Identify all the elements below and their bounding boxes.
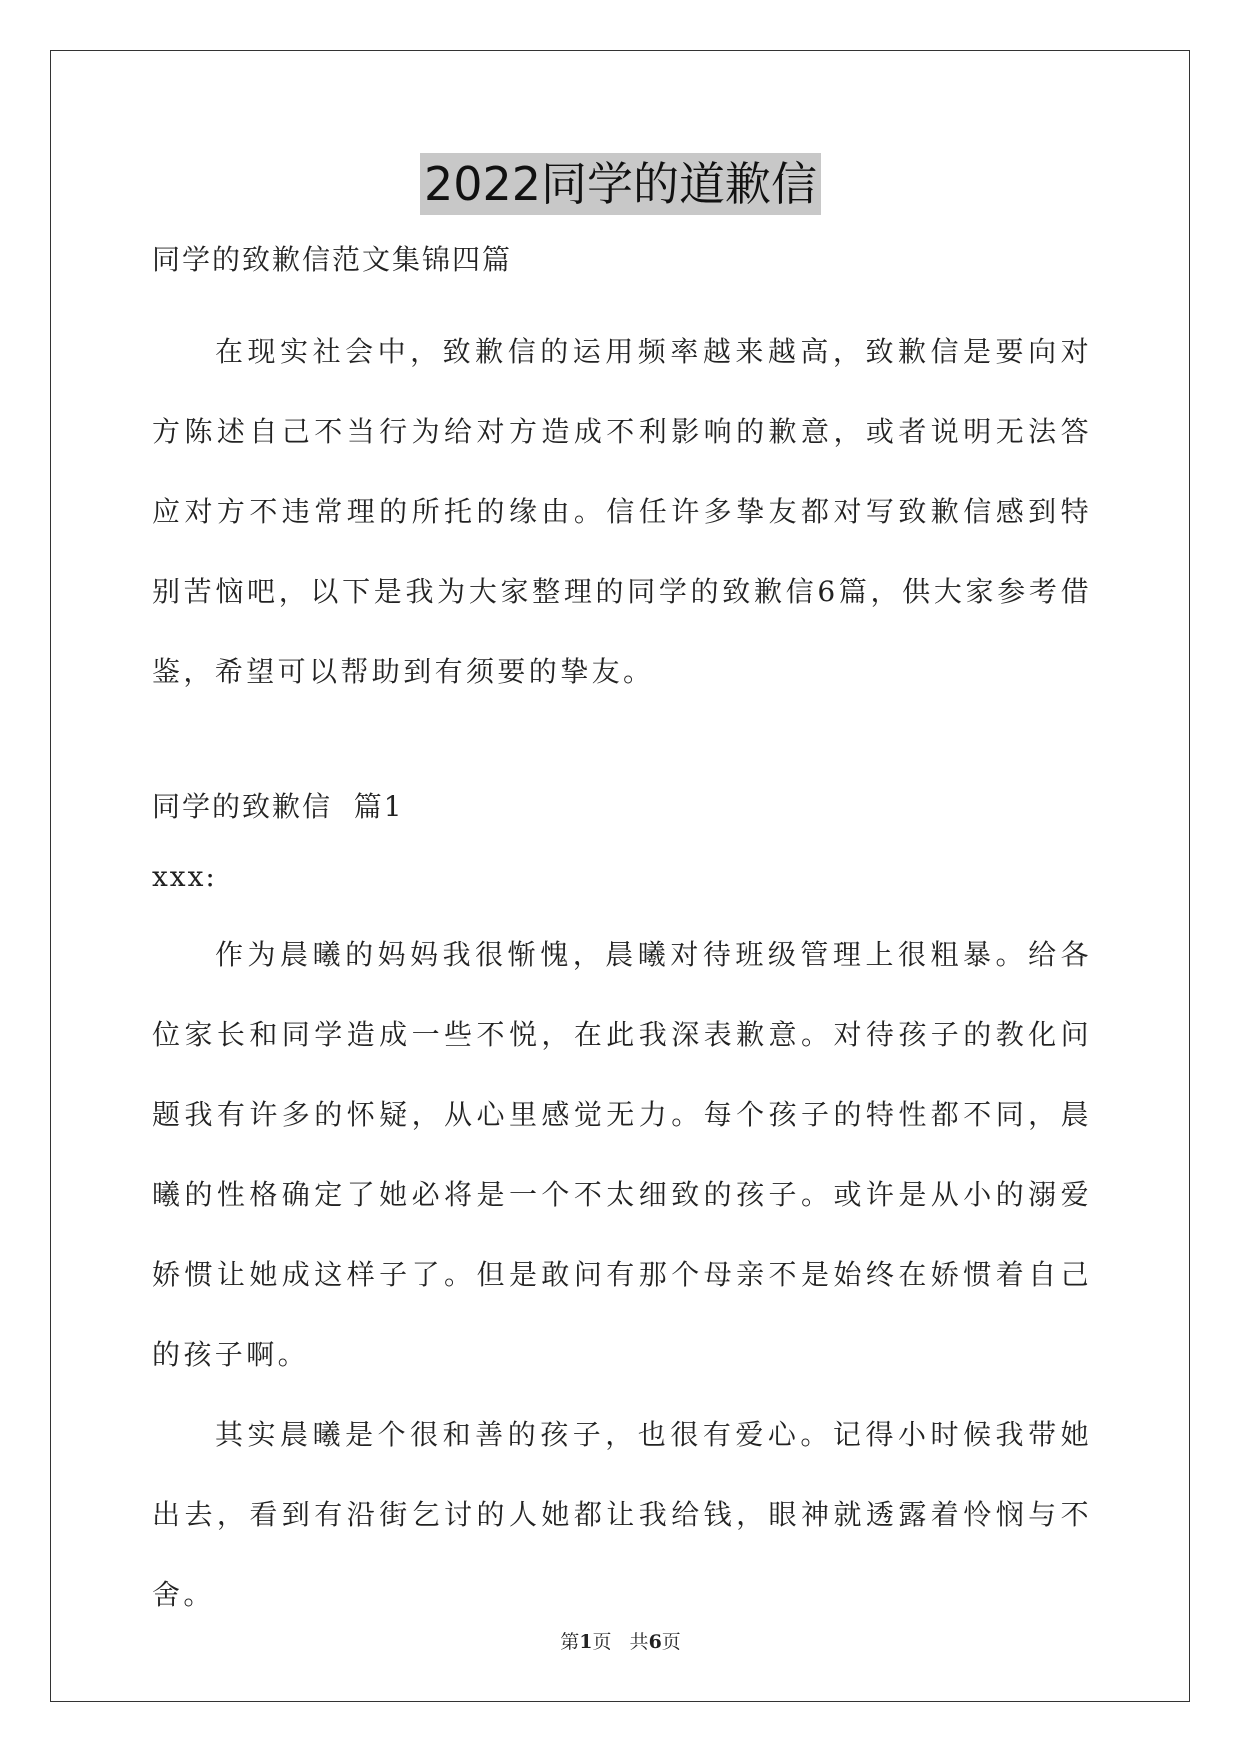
footer-prefix: 第 [560, 1631, 580, 1653]
salutation: xxx: [152, 860, 217, 893]
footer-page-number: 1 [579, 1631, 593, 1653]
document-title: 2022同学的道歉信 [420, 153, 821, 215]
page-footer [0, 1627, 1241, 1654]
document-subtitle: 同学的致歉信范文集锦四篇 [152, 243, 513, 276]
footer-suffix: 页 [661, 1631, 681, 1653]
intro-paragraph: 在现实社会中，致歉信的运用频率越来越高，致歉信是要向对方陈述自己不当行为给对方造成不利影响的歉意，或者说明无法答应对方不违常理的所托的缘由。信任许多挚友都对写致歉信感到特别苦恼吧，以下是我为大家整理的同学的致歉信6篇，供大家参考借鉴，希望可以帮助到有须要的挚友。 [152, 335, 1092, 688]
document-body [152, 240, 1092, 1635]
body-paragraph: 作为晨曦的妈妈我很惭愧，晨曦对待班级管理上很粗暴。给各位家长和同学造成一些不悦，在此我深表歉意。对待孩子的教化问题我有许多的怀疑，从心里感觉无力。每个孩子的特性都不同，晨曦的性格确定了她必将是一个不太细致的孩子。或许是从小的溺爱娇惯让她成这样子了。但是敢问有那个母亲不是始终在娇惯着自己的孩子啊。 [152, 938, 1092, 1371]
title-container [0, 153, 1241, 215]
footer-total-pages: 6 [648, 1631, 662, 1653]
footer-middle: 页 共 [592, 1631, 649, 1653]
body-paragraph: 其实晨曦是个很和善的孩子，也很有爱心。记得小时候我带她出去，看到有沿街乞讨的人她都让我给钱，眼神就透露着怜悯与不舍。 [152, 1418, 1092, 1611]
section-heading: 同学的致歉信 篇1 [152, 790, 404, 823]
